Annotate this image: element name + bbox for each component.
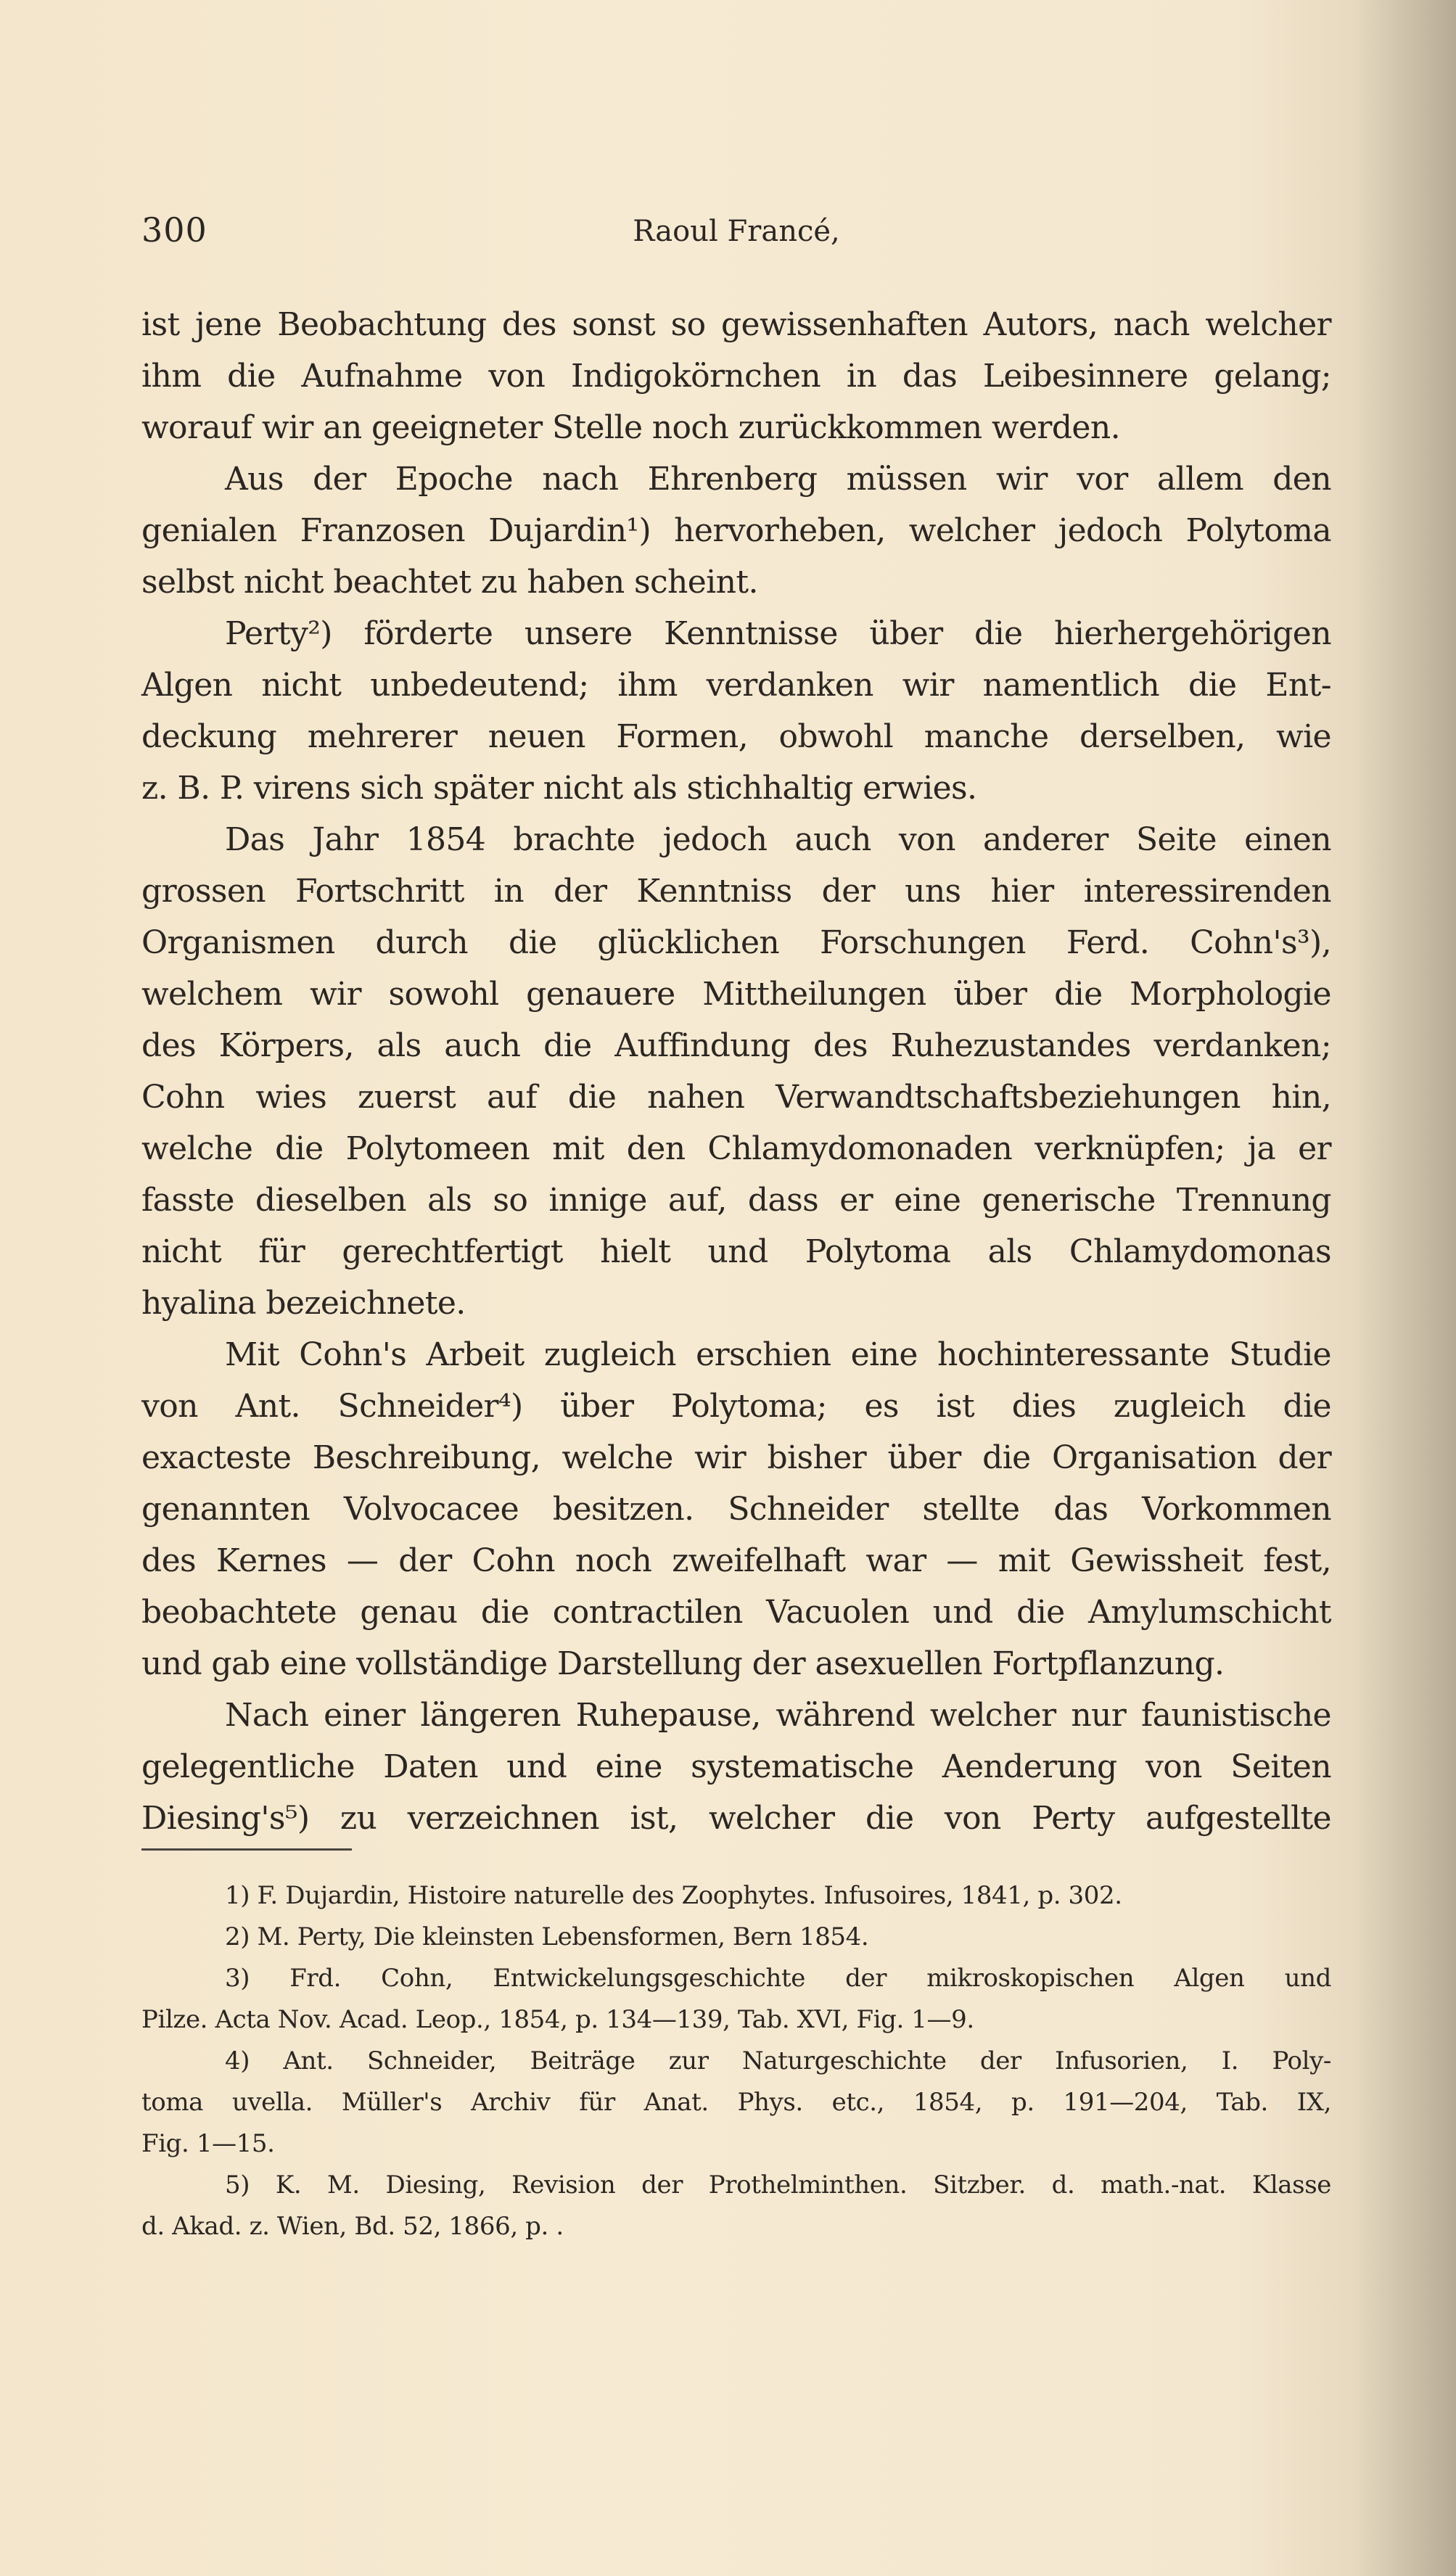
text-line: worauf wir an geeigneter Stelle noch zurückkommen werden. xyxy=(141,409,1120,446)
paragraph-start-line: Aus der Epoche nach Ehrenberg müssen wir vor allem den xyxy=(225,461,1331,498)
text-line: und gab eine vollständige Darstellung der asexuellen Fortpflanzung. xyxy=(141,1645,1225,1682)
page-header xyxy=(141,210,1331,254)
text-line: nicht für gerechtfertigt hielt und Polytoma als Chlamydomonas xyxy=(141,1233,1331,1270)
text-line: von Ant. Schneider⁴) über Polytoma; es ist dies zugleich die xyxy=(141,1388,1331,1425)
body-text xyxy=(141,299,1331,1844)
paragraph-start-line: Perty²) förderte unsere Kenntnisse über die hierhergehörigen xyxy=(225,615,1331,652)
text-line: welche die Polytomeen mit den Chlamydomonaden verknüpfen; ja er xyxy=(141,1130,1331,1167)
text-line: des Körpers, als auch die Auffindung des Ruhezustandes verdanken; xyxy=(141,1027,1331,1064)
text-line: z. B. P. virens sich später nicht als stichhaltig erwies. xyxy=(141,770,977,807)
text-line: selbst nicht beachtet zu haben scheint. xyxy=(141,564,758,601)
text-line: genialen Franzosen Dujardin¹) hervorheben, welcher jedoch Polytoma xyxy=(141,512,1331,549)
running-title: Raoul Francé, xyxy=(633,215,840,248)
text-line: des Kernes — der Cohn noch zweifelhaft war — mit Gewissheit fest, xyxy=(141,1542,1331,1579)
text-line: hyalina bezeichnete. xyxy=(141,1285,466,1322)
footnote-4-cont: toma uvella. Müller's Archiv für Anat. Phys. etc., 1854, p. 191—204, Tab. IX, xyxy=(141,2088,1331,2117)
footnote-1: 1) F. Dujardin, Histoire naturelle des Zoophytes. Infusoires, 1841, p. 302. xyxy=(225,1881,1122,1910)
footnote-divider xyxy=(141,1848,352,1851)
text-line: grossen Fortschritt in der Kenntniss der uns hier interessirenden xyxy=(141,873,1331,910)
text-line: beobachtete genau die contractilen Vacuolen und die Amylumschicht xyxy=(141,1594,1331,1631)
footnote-3: 3) Frd. Cohn, Entwickelungsgeschichte der mikroskopischen Algen und xyxy=(225,1964,1331,1993)
text-line: deckung mehrerer neuen Formen, obwohl manche derselben, wie xyxy=(141,718,1331,755)
text-line: genannten Volvocacee besitzen. Schneider stellte das Vorkommen xyxy=(141,1491,1331,1528)
footnote-3-cont: Pilze. Acta Nov. Acad. Leop., 1854, p. 134—139, Tab. XVI, Fig. 1—9. xyxy=(141,2005,974,2034)
footnote-4: 4) Ant. Schneider, Beiträge zur Naturgeschichte der Infusorien, I. Poly- xyxy=(225,2046,1331,2075)
footnotes xyxy=(141,1875,1331,2247)
text-line: fasste dieselben als so innige auf, dass er eine generische Trennung xyxy=(141,1182,1331,1219)
text-line: gelegentliche Daten und eine systematische Aenderung von Seiten xyxy=(141,1748,1331,1785)
text-line: welchem wir sowohl genauere Mittheilungen über die Morphologie xyxy=(141,976,1331,1013)
text-line: exacteste Beschreibung, welche wir bisher über die Organisation der xyxy=(141,1439,1331,1476)
text-line: ist jene Beobachtung des sonst so gewissenhaften Autors, nach welcher xyxy=(141,306,1331,343)
text-line: ihm die Aufnahme von Indigokörnchen in das Leibesinnere gelang; xyxy=(141,358,1331,395)
footnote-2: 2) M. Perty, Die kleinsten Lebensformen, Bern 1854. xyxy=(225,1922,869,1951)
footnote-4-cont: Fig. 1—15. xyxy=(141,2129,275,2158)
text-line: Cohn wies zuerst auf die nahen Verwandtschaftsbeziehungen hin, xyxy=(141,1079,1331,1116)
footnote-5: 5) K. M. Diesing, Revision der Prothelminthen. Sitzber. d. math.-nat. Klasse xyxy=(225,2170,1331,2200)
footnote-5-cont: d. Akad. z. Wien, Bd. 52, 1866, p. . xyxy=(141,2212,564,2241)
text-line: Diesing's⁵) zu verzeichnen ist, welcher die von Perty aufgestellte xyxy=(141,1800,1331,1837)
text-line: Algen nicht unbedeutend; ihm verdanken wir namentlich die Ent- xyxy=(141,667,1331,704)
paragraph-start-line: Das Jahr 1854 brachte jedoch auch von anderer Seite einen xyxy=(225,821,1331,858)
page-number: 300 xyxy=(141,210,207,250)
paragraph-start-line: Mit Cohn's Arbeit zugleich erschien eine hochinteressante Studie xyxy=(225,1336,1331,1373)
text-line: Organismen durch die glücklichen Forschungen Ferd. Cohn's³), xyxy=(141,924,1331,961)
paragraph-start-line: Nach einer längeren Ruhepause, während welcher nur faunistische xyxy=(225,1697,1331,1734)
